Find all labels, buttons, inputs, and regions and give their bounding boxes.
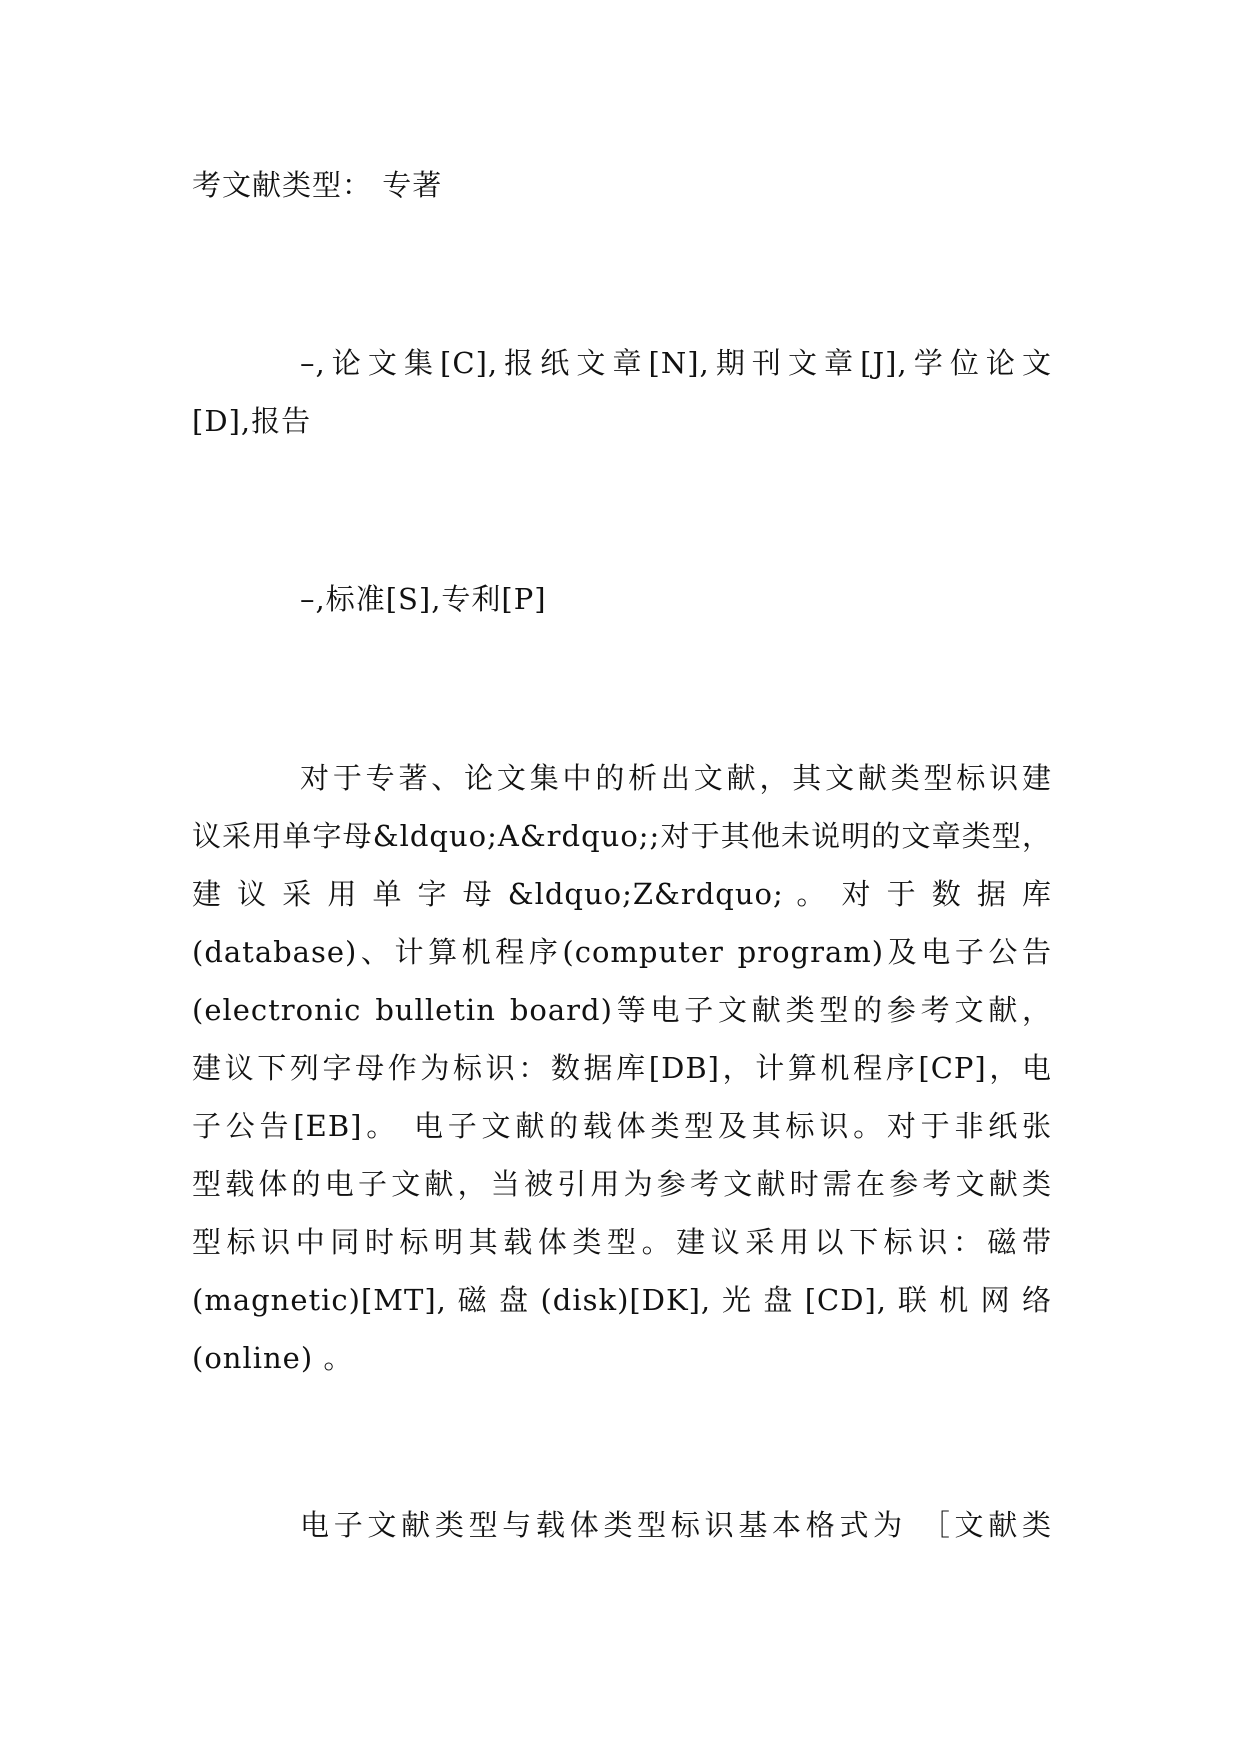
text-line: (online) 。	[192, 1341, 354, 1375]
text-line: 建 议 采 用 单 字 母 &ldquo;Z&rdquo; 。 对 于 数 据 库	[192, 877, 1052, 911]
text-line: [D],报告	[192, 404, 312, 438]
text-line: 型标识中同时标明其载体类型。建议采用以下标识：磁带	[192, 1225, 1052, 1259]
text-line: (magnetic)[MT], 磁 盘 (disk)[DK], 光 盘 [CD], 联 机 网 络	[192, 1283, 1052, 1317]
paragraph-reference-types-list	[192, 334, 1052, 450]
paragraph-electronic-reference-explanation	[192, 749, 1052, 1387]
text-line: 建议下列字母作为标识：数据库[DB]，计算机程序[CP]，电	[192, 1051, 1052, 1085]
text-line: –,论文集[C],报纸文章[N],期刊文章[J],学位论文	[300, 346, 1052, 380]
paragraph-standard-patent	[192, 570, 1052, 628]
paragraph-reference-types-heading	[192, 156, 1052, 214]
text-line: 电子文献类型与载体类型标识基本格式为 ［文献类	[300, 1508, 1052, 1542]
text-line: (electronic bulletin board)等电子文献类型的参考文献，	[192, 993, 1052, 1027]
text-line: (database)、计算机程序(computer program)及电子公告	[192, 935, 1052, 969]
text-line: 对于专著、论文集中的析出文献，其文献类型标识建	[300, 761, 1052, 795]
text-line: 型载体的电子文献，当被引用为参考文献时需在参考文献类	[192, 1167, 1052, 1201]
text-line: 子公告[EB]。 电子文献的载体类型及其标识。对于非纸张	[192, 1109, 1052, 1143]
text-line: –,标准[S],专利[P]	[300, 582, 547, 616]
paragraph-electronic-format	[192, 1496, 1052, 1554]
text-line: 考文献类型： 专著	[192, 168, 443, 202]
text-line: 议采用单字母&ldquo;A&rdquo;;对于其他未说明的文章类型，	[192, 819, 1052, 853]
